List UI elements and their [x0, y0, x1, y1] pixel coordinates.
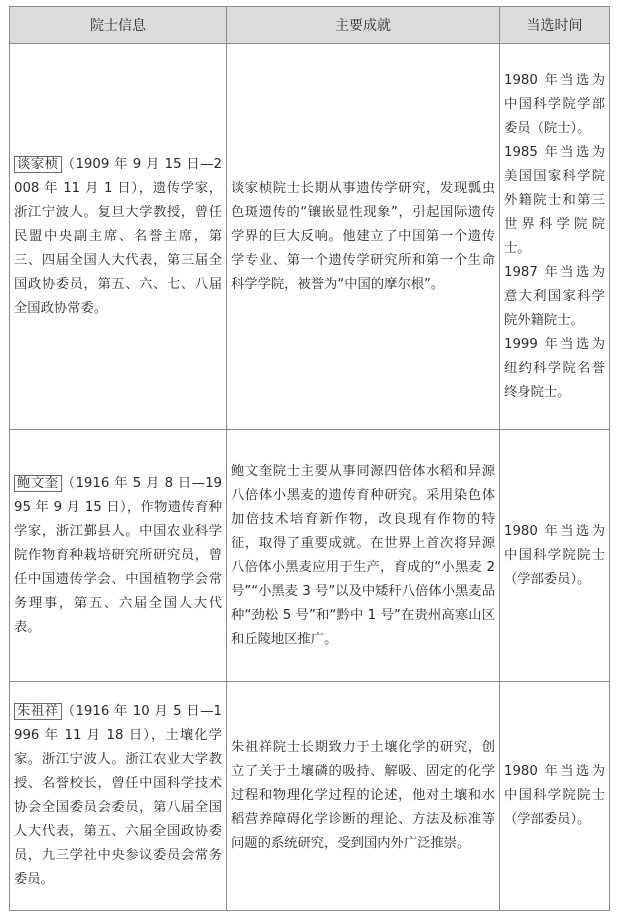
table-row [10, 682, 610, 911]
academician-info: （1909 年 9 月 15 日—2008 年 11 月 1 日），遗传学家，浙江宁波人。复旦大学教授，曾任民盟中央副主席、名誉主席，第三、四届全国人大代表，第三届全国政协委员，第五、六、七、八届全国政协常委。 [14, 156, 222, 316]
academician-info: （1916 年 10 月 5 日—1996 年 11 月 18 日），土壤化学家。浙江宁波人。浙江农业大学教授、名誉校长，曾任中国科学技术协会全国委员会委员，第八届全国人大代表，第五、六届全国政协委员，九三学社中央参议委员会常务委员。 [14, 704, 222, 887]
election-entry: 1987 年当选为意大利国家科学院外籍院士。 [504, 264, 605, 328]
time-cell [500, 430, 610, 682]
achievement-text: 朱祖祥院士长期致力于土壤化学的研究，创立了关于土壤磷的吸持、解吸、固定的化学过程和物理化学过程的论述，他对土壤和水稻营养障碍化学诊断的理论、方法及标准等问题的系统研究，受到国内外广泛推崇。 [231, 740, 495, 851]
table-row [10, 430, 610, 682]
time-cell [500, 682, 610, 911]
achievement-text: 谈家桢院士长期从事遗传学研究，发现瓢虫色斑遗传的“镶嵌显性现象”，引起国际遗传学界的巨大反响。他建立了中国第一个遗传学专业、第一个遗传学研究所和第一个生命科学学院，被誉为“中国的摩尔根”。 [231, 180, 495, 292]
table-row [10, 44, 610, 430]
election-entry: 1980 年当选为中国科学院院士（学部委员）。 [504, 523, 605, 587]
election-entry: 1985 年当选为美国国家科学院外籍院士和第三世界科学院院士。 [504, 144, 605, 256]
academician-name: 朱祖祥 [14, 703, 62, 720]
header-time: 当选时间 [500, 7, 610, 44]
academician-table [9, 6, 610, 911]
header-achievement: 主要成就 [227, 7, 500, 44]
header-info: 院士信息 [10, 7, 227, 44]
achievement-text: 鲍文奎院士主要从事同源四倍体水稻和异源八倍体小黑麦的遗传育种研究。采用染色体加倍技术培育新作物，改良现有作物的特征，取得了重要成就。在世界上首次将异源八倍体小黑麦应用于生产，育成的“小黑麦 2 号”“小黑麦 3 号”以及中矮秆八倍体小黑麦品种“劲松 5 号”和“黔中 1 号”在贵州高寒山区和丘陵地区推广。 [231, 463, 495, 647]
header-row [10, 7, 610, 44]
election-entry: 1980 年当选为中国科学院学部委员（院士）。 [504, 72, 605, 136]
achievement-cell [227, 430, 500, 682]
time-cell [500, 44, 610, 430]
academician-info: （1916 年 5 月 8 日—1995 年 9 月 15 日），作物遗传育种学家，浙江鄞县人。中国农业科学院作物育种栽培研究所研究员，曾任中国遗传学会、中国植物学会常务理事，第五、六届全国人大代表。 [14, 475, 222, 635]
election-entry: 1980 年当选为中国科学院院士（学部委员）。 [504, 764, 605, 827]
academician-name: 鲍文奎 [14, 475, 62, 492]
achievement-cell [227, 44, 500, 430]
achievement-cell [227, 682, 500, 911]
info-cell [10, 44, 227, 430]
info-cell [10, 430, 227, 682]
info-cell [10, 682, 227, 911]
academician-name: 谈家桢 [14, 156, 62, 173]
election-entry: 1999 年当选为纽约科学院名誉终身院士。 [504, 336, 605, 400]
